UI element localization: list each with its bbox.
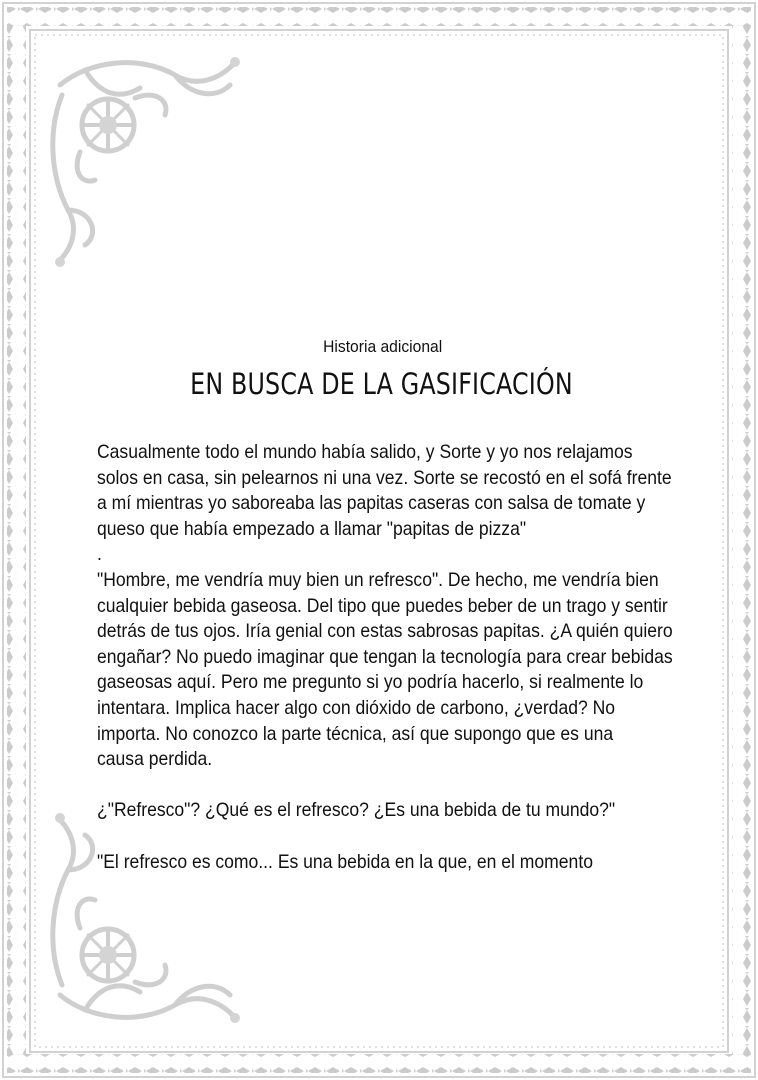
text-line: "Hombre, me vendría muy bien un refresco". De hecho, me vendría bien xyxy=(97,568,659,591)
text-line: detrás de tus ojos. Iría genial con estas sabrosas papitas. ¿A quién quiero xyxy=(97,620,673,643)
text-line: importa. No conozco la parte técnica, así que supongo que es una xyxy=(97,722,614,745)
text-line: cualquier bebida gaseosa. Del tipo que puedes beber de un trago y sentir xyxy=(97,594,668,617)
text-line: ¿"Refresco"? ¿Qué es el refresco? ¿Es una bebida de tu mundo?" xyxy=(97,799,616,822)
chapter-title: EN BUSCA DE LA GASIFICACIÓN xyxy=(190,367,573,401)
text-line: . xyxy=(97,543,102,566)
story-text xyxy=(97,440,673,875)
text-line: engañar? No puedo imaginar que tengan la tecnología para crear bebidas xyxy=(97,645,673,668)
text-line: causa perdida. xyxy=(97,748,213,771)
text-line: solos en casa, sin pelearnos ni una vez. Sorte se recostó en el sofá frente xyxy=(97,466,672,489)
text-line: Casualmente todo el mundo había salido, y Sorte y yo nos relajamos xyxy=(97,441,633,463)
paragraph-gap xyxy=(97,773,673,799)
text-line: queso que había empezado a llamar "papitas de pizza" xyxy=(97,517,527,540)
corner-flourish-top-left-icon xyxy=(53,62,235,260)
text-line: gaseosas aquí. Pero me pregunto si yo podría hacerlo, si realmente lo xyxy=(97,671,644,694)
text-line: "El refresco es como... Es una bebida en la que, en el momento xyxy=(97,850,593,873)
text-line: intentara. Implica hacer algo con dióxido de carbono, ¿verdad? No xyxy=(97,696,616,719)
text-line: a mí mientras yo saboreaba las papitas caseras con salsa de tomate y xyxy=(97,492,646,515)
paragraph-gap xyxy=(97,824,673,850)
chapter-subtitle: Historia adicional xyxy=(323,337,443,356)
